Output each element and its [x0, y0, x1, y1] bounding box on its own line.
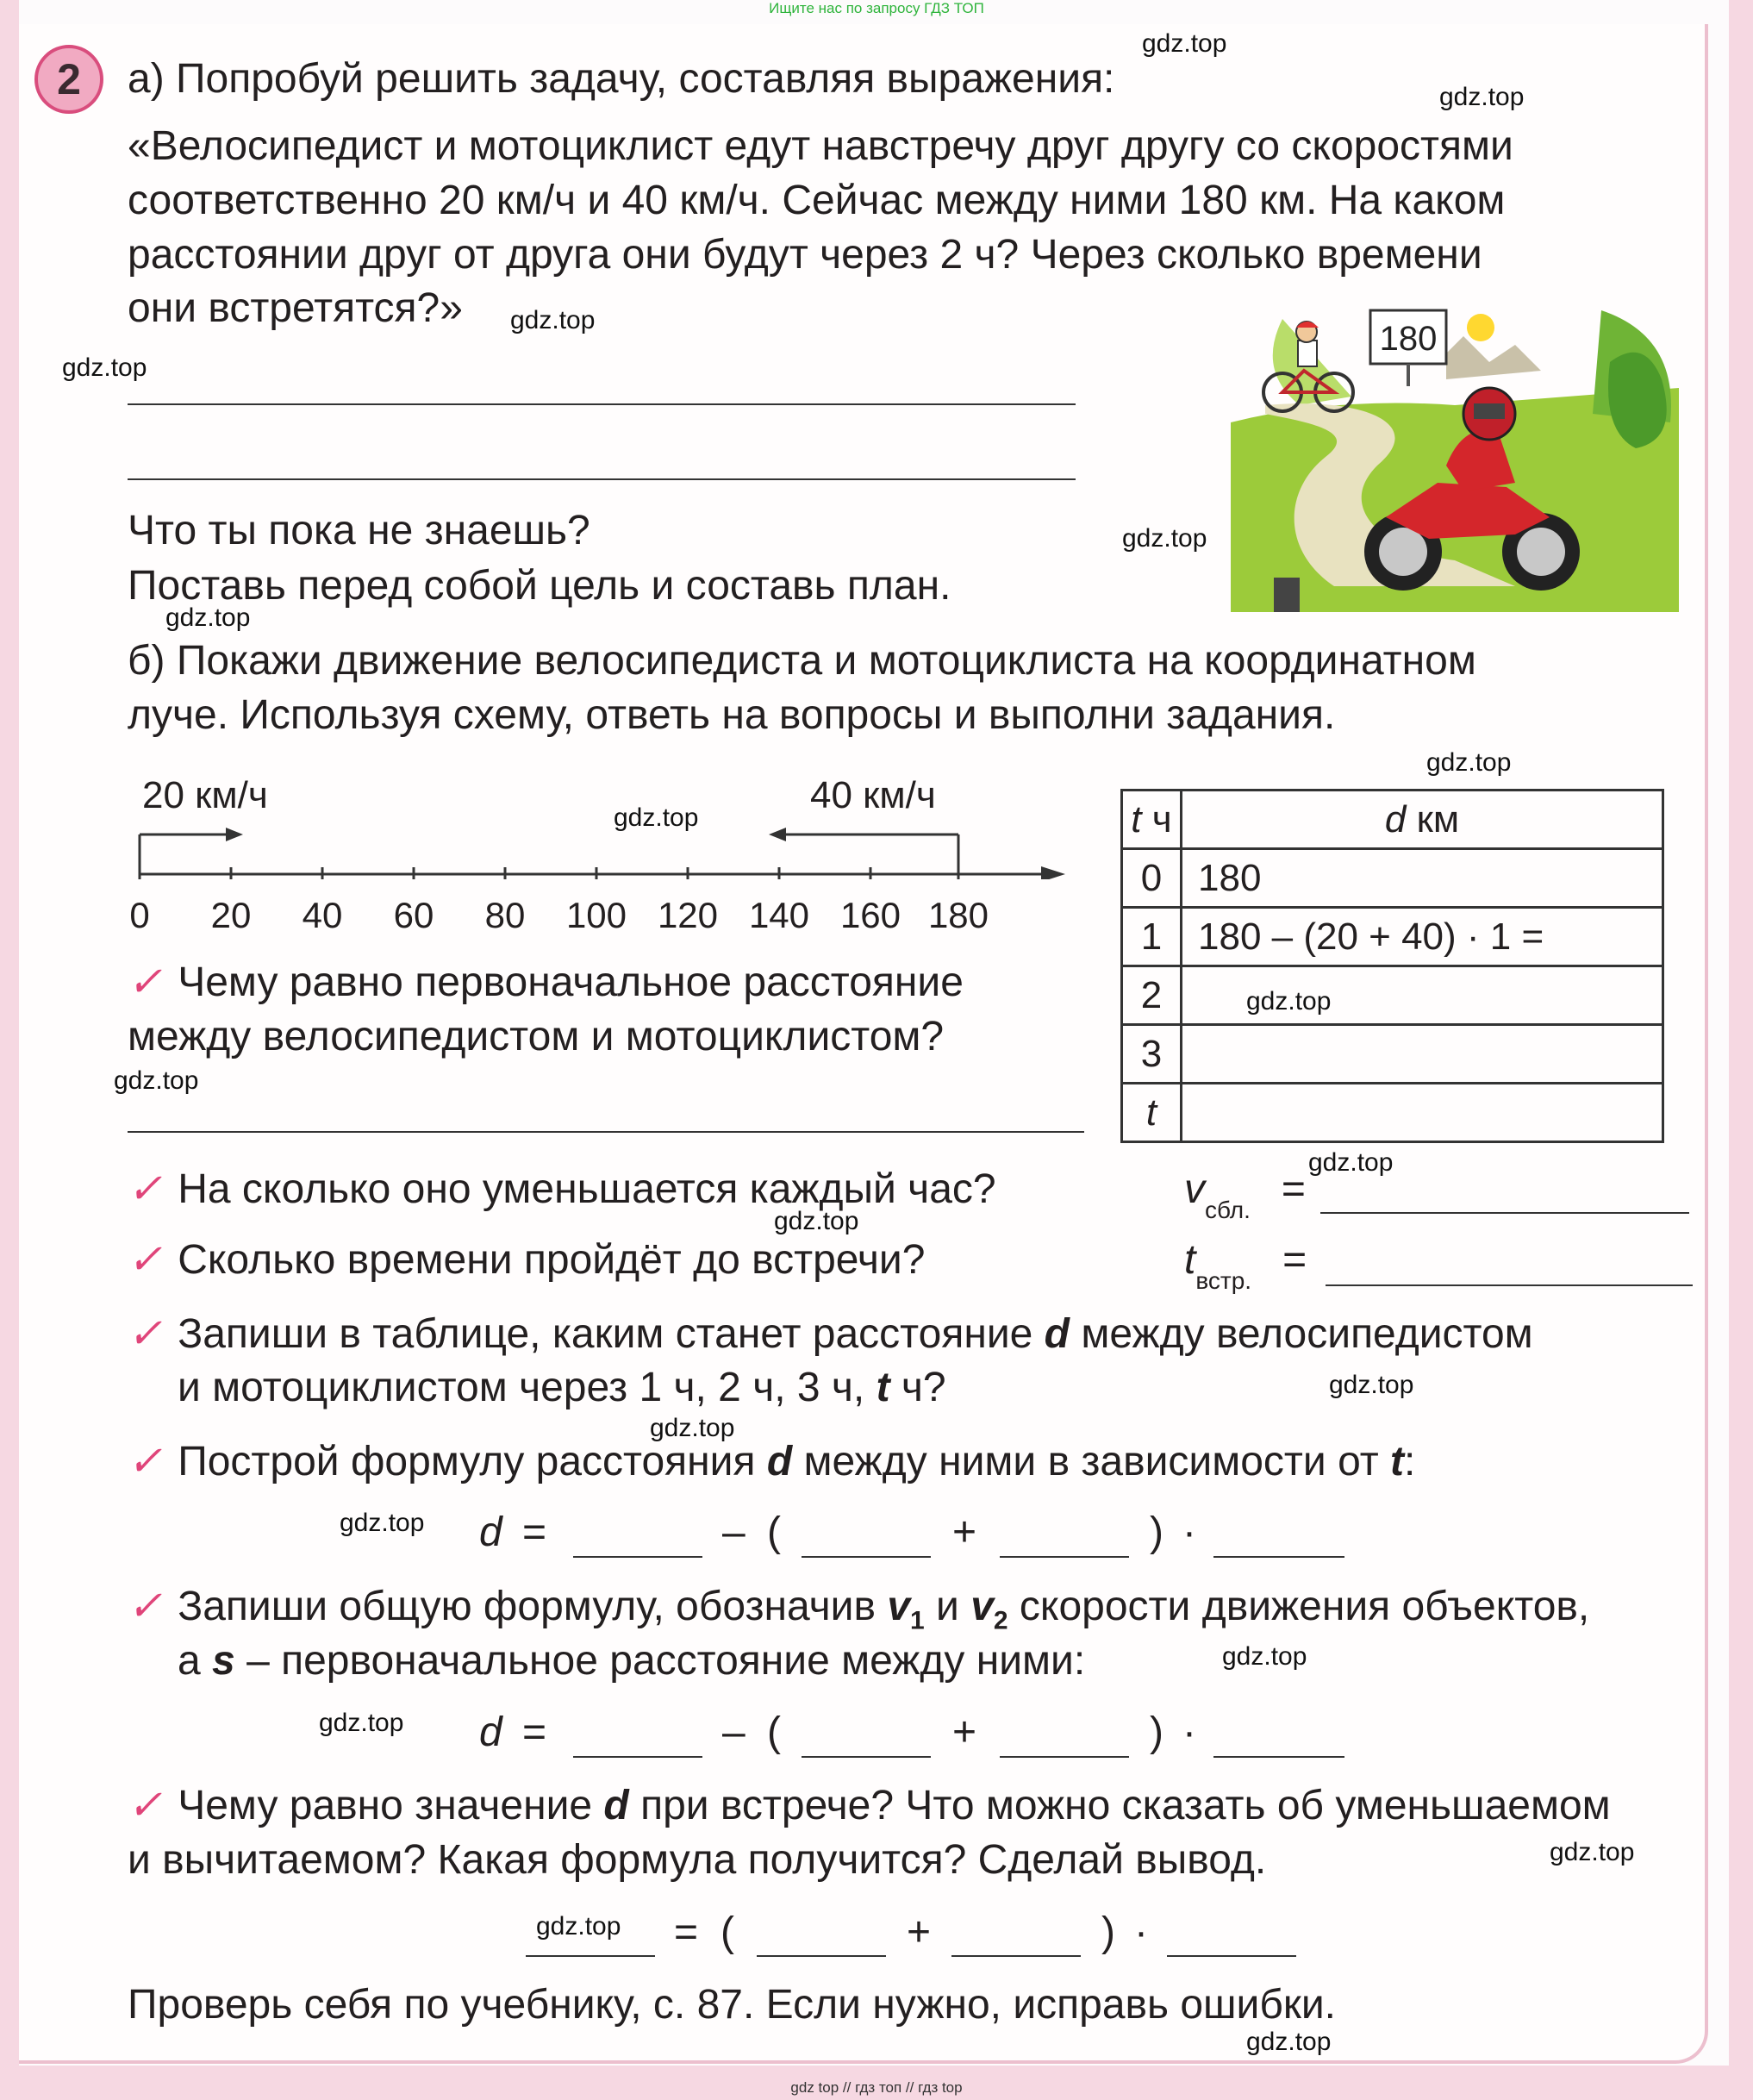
formula-1-blank-2[interactable]: [802, 1556, 931, 1558]
watermark: gdz.top: [62, 353, 147, 382]
question-7-line2: и вычитаемом? Какая формула получится? Сделай вывод.: [128, 1837, 1267, 1883]
table-cell-t: 3: [1122, 1025, 1182, 1084]
watermark: gdz.top: [614, 803, 699, 832]
answer-line-a1[interactable]: [128, 403, 1076, 405]
page-frame-right: [1729, 0, 1753, 2100]
formula-3-eq: =: [674, 1909, 699, 1955]
watermark: gdz.top: [1222, 1642, 1307, 1671]
formula-2-dot: ·: [1182, 1709, 1196, 1755]
formula-1-blank-4[interactable]: [1213, 1556, 1344, 1558]
formula-3-blank-4[interactable]: [1167, 1955, 1296, 1957]
t-meeting-answer-line[interactable]: [1326, 1284, 1693, 1286]
watermark: gdz.top: [774, 1207, 859, 1235]
ray-tick-label: 40: [302, 895, 343, 935]
page-frame-left: [0, 0, 19, 2100]
ray-tick-label: 120: [657, 895, 719, 935]
check-icon: ✓: [128, 1311, 163, 1357]
formula-2-plus: +: [952, 1709, 977, 1755]
answer-line-q1[interactable]: [128, 1131, 1084, 1133]
formula-1-plus: +: [952, 1509, 977, 1555]
watermark: gdz.top: [1439, 83, 1525, 111]
formula-2-minus: –: [722, 1709, 745, 1755]
formula-2-eq: =: [522, 1709, 547, 1755]
question-1-line1: ✓ Чему равно первоначальное расстояние: [128, 959, 964, 1005]
formula-2-blank-1[interactable]: [573, 1756, 702, 1758]
watermark: gdz.top: [1246, 2028, 1332, 2056]
watermark: gdz.top: [165, 603, 251, 632]
check-icon: ✓: [128, 1439, 163, 1484]
table-cell-t: 0: [1122, 849, 1182, 908]
question-4-line1: ✓ Запиши в таблице, каким станет расстояние d между велосипедистом: [128, 1311, 1533, 1357]
question-3: ✓ Сколько времени пройдёт до встречи?: [128, 1237, 926, 1283]
part-b-line2: луче. Используя схему, ответь на вопросы и выполни задания.: [128, 692, 1336, 738]
watermark: gdz.top: [1550, 1838, 1635, 1866]
formula-2-close: ): [1150, 1709, 1163, 1755]
question-5: ✓ Построй формулу расстояния d между ними в зависимости от t:: [128, 1439, 1416, 1484]
formula-2-open: (: [767, 1709, 781, 1755]
unknown-question: Что ты пока не знаешь?: [128, 508, 590, 553]
formula-3-blank-2[interactable]: [757, 1955, 886, 1957]
question-6-line1: ✓ Запиши общую формулу, обозначив $v_1$ и $v_2$ скорости движения объектов,: [128, 1584, 1590, 1635]
question-7-line1: ✓ Чему равно значение d при встрече? Что можно сказать об уменьшаемом: [128, 1783, 1611, 1828]
table-row: [1122, 1025, 1663, 1084]
watermark: gdz.top: [650, 1414, 735, 1442]
formula-3-dot: ·: [1134, 1909, 1148, 1955]
formula-3-blank-1[interactable]: [526, 1955, 655, 1957]
formula-1-dot: ·: [1182, 1509, 1196, 1555]
part-a-line1: а) Попробуй решить задачу, составляя выражения:: [128, 56, 1115, 102]
formula-1-lhs: d: [479, 1509, 502, 1555]
question-6-line2: а s – первоначальное расстояние между ними:: [178, 1638, 1086, 1684]
question-4-line2: и мотоциклистом через 1 ч, 2 ч, 3 ч, t ч?: [178, 1365, 946, 1410]
question-2: ✓ На сколько оно уменьшается каждый час?: [128, 1166, 996, 1212]
answer-line-a2[interactable]: [128, 478, 1076, 480]
goal-instruction: Поставь перед собой цель и составь план.: [128, 563, 951, 609]
check-icon: ✓: [128, 959, 163, 1005]
distance-table: [1120, 789, 1664, 1143]
table-cell-t: 2: [1122, 966, 1182, 1025]
check-icon: ✓: [128, 1237, 163, 1283]
table-row: [1122, 908, 1663, 966]
question-1-line2: между велосипедистом и мотоциклистом?: [128, 1014, 945, 1059]
table-row: [1122, 849, 1663, 908]
formula-3-plus: +: [907, 1909, 932, 1955]
watermark: gdz.top: [1308, 1148, 1394, 1177]
task-number-badge: 2: [34, 45, 103, 114]
v-approach-answer-line[interactable]: [1320, 1212, 1689, 1214]
formula-2-blank-2[interactable]: [802, 1756, 931, 1758]
t-meeting-label: $t_{встр.}$ =: [1184, 1237, 1307, 1294]
formula-3-blank-3[interactable]: [951, 1955, 1081, 1957]
formula-3-open: (: [721, 1909, 734, 1955]
cyclist-motorcyclist-illustration: [1231, 302, 1679, 612]
formula-1-minus: –: [722, 1509, 745, 1555]
ray-tick-label: 180: [927, 895, 989, 935]
formula-1-open: (: [767, 1509, 781, 1555]
formula-1-eq: =: [522, 1509, 547, 1555]
formula-2-lhs: d: [479, 1709, 502, 1755]
ray-tick-label: 80: [484, 895, 526, 935]
footer-links[interactable]: gdz top // гдз топ // гдз top: [790, 2079, 963, 2096]
coordinate-ray: [129, 819, 1077, 879]
ray-tick-label: 160: [839, 895, 901, 935]
formula-2-blank-4[interactable]: [1213, 1756, 1344, 1758]
table-cell-d[interactable]: [1182, 1084, 1663, 1142]
watermark: gdz.top: [1246, 987, 1332, 1016]
ray-tick-label: 140: [748, 895, 810, 935]
v-approach-label: $v_{сбл.}$ =: [1184, 1166, 1306, 1223]
table-header-d: d км: [1182, 791, 1663, 849]
watermark: gdz.top: [1122, 524, 1207, 553]
formula-1-close: ): [1150, 1509, 1163, 1555]
check-yourself: Проверь себя по учебнику, с. 87. Если нужно, исправь ошибки.: [128, 1982, 1337, 2028]
table-cell-d[interactable]: [1182, 1025, 1663, 1084]
watermark: gdz.top: [114, 1066, 199, 1095]
watermark: gdz.top: [1142, 29, 1227, 58]
table-cell-d[interactable]: 180 – (20 + 40) · 1 =: [1182, 908, 1663, 966]
check-icon: ✓: [128, 1584, 163, 1629]
part-b-line1: б) Покажи движение велосипедиста и мотоциклиста на координатном: [128, 638, 1476, 684]
formula-3-close: ): [1101, 1909, 1115, 1955]
check-icon: ✓: [128, 1166, 163, 1212]
table-row: [1122, 966, 1663, 1025]
table-row: [1122, 1084, 1663, 1142]
table-header-t: t ч: [1122, 791, 1182, 849]
ray-tick-label: 60: [393, 895, 434, 935]
watermark: gdz.top: [510, 306, 596, 334]
part-a-line5: они встретятся?»: [128, 285, 463, 331]
table-cell-t: t: [1122, 1084, 1182, 1142]
motorcyclist-speed-label: 40 км/ч: [810, 774, 936, 816]
watermark: gdz.top: [536, 1912, 621, 1941]
part-a-line4: расстоянии друг от друга они будут через 2 ч? Через сколько времени: [128, 232, 1482, 278]
part-a-line2: «Велосипедист и мотоциклист едут навстречу друг другу со скоростями: [128, 123, 1513, 169]
formula-2-blank-3[interactable]: [1000, 1756, 1129, 1758]
formula-1-blank-1[interactable]: [573, 1556, 702, 1558]
ray-tick-label: 20: [210, 895, 252, 935]
formula-1-blank-3[interactable]: [1000, 1556, 1129, 1558]
check-icon: ✓: [128, 1783, 163, 1828]
ray-tick-label: 0: [129, 895, 150, 935]
watermark: gdz.top: [319, 1709, 404, 1737]
watermark: gdz.top: [1329, 1371, 1414, 1399]
part-a-line3: соответственно 20 км/ч и 40 км/ч. Сейчас между ними 180 км. На каком: [128, 178, 1506, 223]
top-banner[interactable]: Ищите нас по запросу ГДЗ ТОП: [769, 0, 984, 16]
cyclist-speed-label: 20 км/ч: [142, 774, 268, 816]
table-cell-d[interactable]: 180: [1182, 849, 1663, 908]
watermark: gdz.top: [340, 1509, 425, 1537]
distance-sign: 180: [1379, 320, 1438, 358]
ray-tick-label: 100: [565, 895, 627, 935]
watermark: gdz.top: [1426, 748, 1512, 777]
table-cell-t: 1: [1122, 908, 1182, 966]
